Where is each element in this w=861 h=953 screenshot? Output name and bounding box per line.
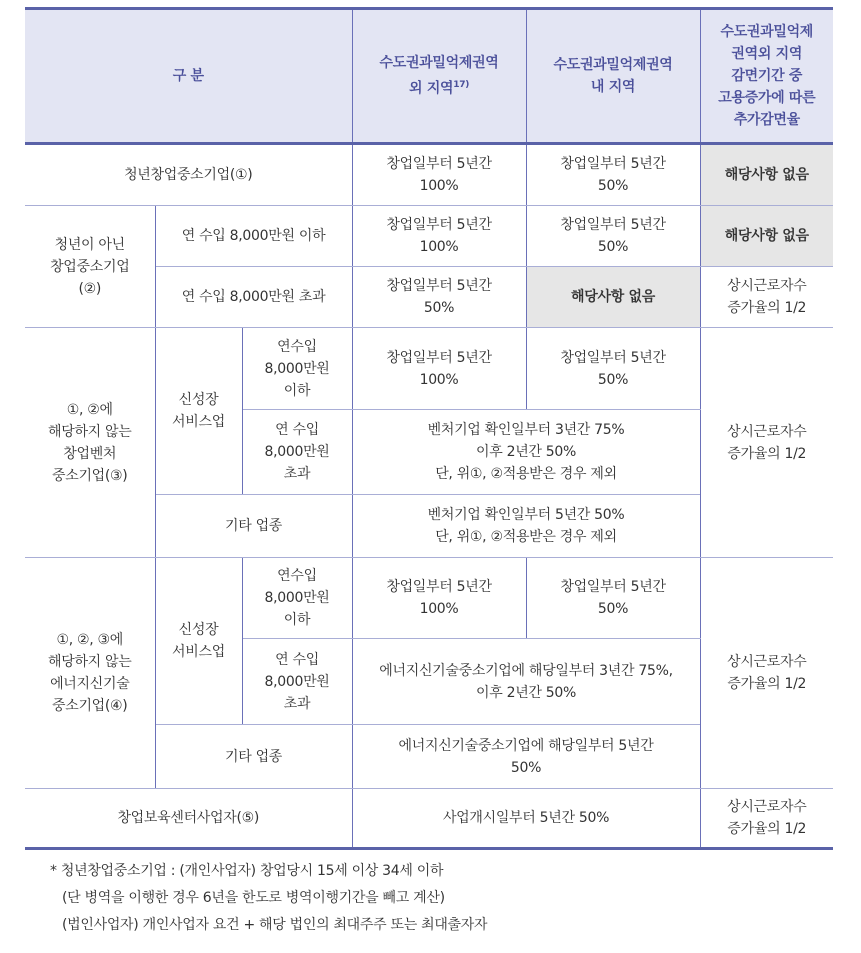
header-category: 구 분 <box>25 9 352 144</box>
venture-extra: 상시근로자수 증가율의 1/2 <box>700 328 833 558</box>
incubator-value: 사업개시일부터 5년간 50% <box>352 789 700 849</box>
venture-low-outside: 창업일부터 5년간 100% <box>352 328 526 410</box>
venture-high-value: 벤처기업 확인일부터 3년간 75% 이후 2년간 50% 단, 위①, ②적용받은 경우 제외 <box>352 410 700 495</box>
incubator-label: 창업보육센터사업자(⑤) <box>25 789 352 849</box>
venture-low-label: 연수입 8,000만원 이하 <box>242 328 352 410</box>
footnote-line: (단 병역을 이행한 경우 6년을 한도로 병역이행기간을 빼고 계산) <box>62 890 445 906</box>
footnote-line: (법인사업자) 개인사업자 요건 + 해당 법인의 최대주주 또는 최대출자자 <box>62 917 488 933</box>
header-row <box>25 9 833 144</box>
youth-inside: 창업일부터 5년간 50% <box>526 144 700 206</box>
nonyouth-low-label: 연 수입 8,000만원 이하 <box>155 206 352 267</box>
energy-low-outside: 창업일부터 5년간 100% <box>352 558 526 639</box>
energy-other-label: 기타 업종 <box>155 725 352 789</box>
nonyouth-low-extra: 해당사항 없음 <box>700 206 833 267</box>
nonyouth-high-inside: 해당사항 없음 <box>526 267 700 328</box>
youth-outside: 창업일부터 5년간 100% <box>352 144 526 206</box>
energy-extra: 상시근로자수 증가율의 1/2 <box>700 558 833 789</box>
table-row <box>25 558 833 639</box>
venture-other-label: 기타 업종 <box>155 495 352 558</box>
table-row <box>25 328 833 410</box>
table-row <box>25 789 833 849</box>
energy-high-value: 에너지신기술중소기업에 해당일부터 3년간 75%, 이후 2년간 50% <box>352 639 700 725</box>
nonyouth-high-extra: 상시근로자수 증가율의 1/2 <box>700 267 833 328</box>
nonyouth-low-outside: 창업일부터 5년간 100% <box>352 206 526 267</box>
energy-other-value: 에너지신기술중소기업에 해당일부터 5년간 50% <box>352 725 700 789</box>
venture-other-value: 벤처기업 확인일부터 5년간 50% 단, 위①, ②적용받은 경우 제외 <box>352 495 700 558</box>
energy-growth-label: 신성장 서비스업 <box>155 558 242 725</box>
energy-high-label: 연 수입 8,000만원 초과 <box>242 639 352 725</box>
header-inside-region: 수도권과밀억제권역 내 지역 <box>526 9 700 144</box>
youth-label: 청년창업중소기업(①) <box>25 144 352 206</box>
incubator-extra: 상시근로자수 증가율의 1/2 <box>700 789 833 849</box>
tax-reduction-table <box>25 7 833 850</box>
nonyouth-high-outside: 창업일부터 5년간 50% <box>352 267 526 328</box>
venture-growth-label: 신성장 서비스업 <box>155 328 242 495</box>
energy-label: ①, ②, ③에 해당하지 않는 에너지신기술 중소기업(④) <box>25 558 155 789</box>
nonyouth-low-inside: 창업일부터 5년간 50% <box>526 206 700 267</box>
table-row <box>25 144 833 206</box>
venture-label: ①, ②에 해당하지 않는 창업벤처 중소기업(③) <box>25 328 155 558</box>
footnote-ref: 17) <box>453 80 470 91</box>
footnotes <box>50 858 487 939</box>
header-outside-region: 수도권과밀억제권역 외 지역$^{17)}$ <box>352 9 526 144</box>
energy-low-label: 연수입 8,000만원 이하 <box>242 558 352 639</box>
venture-high-label: 연 수입 8,000만원 초과 <box>242 410 352 495</box>
venture-low-inside: 창업일부터 5년간 50% <box>526 328 700 410</box>
table-row <box>25 206 833 267</box>
header-extra-rate: 수도권과밀억제 권역외 지역 감면기간 중 고용증가에 따른 추가감면율 <box>700 9 833 144</box>
energy-low-inside: 창업일부터 5년간 50% <box>526 558 700 639</box>
nonyouth-label: 청년이 아닌 창업중소기업 (②) <box>25 206 155 328</box>
footnote-line: * 청년창업중소기업 : (개인사업자) 창업당시 15세 이상 34세 이하 <box>50 863 444 879</box>
youth-extra: 해당사항 없음 <box>700 144 833 206</box>
nonyouth-high-label: 연 수입 8,000만원 초과 <box>155 267 352 328</box>
